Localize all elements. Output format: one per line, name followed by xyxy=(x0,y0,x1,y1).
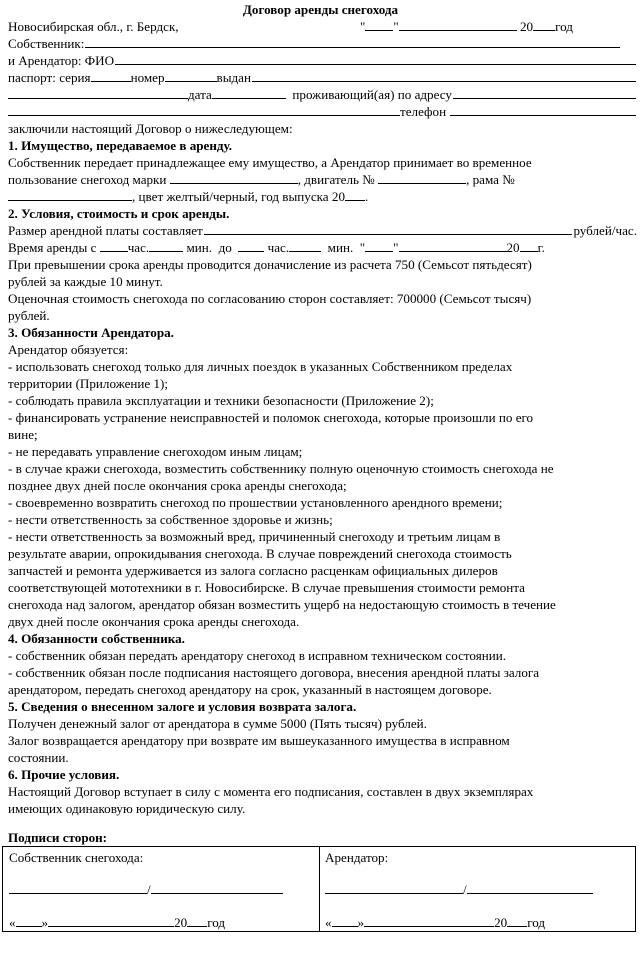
tenant-signature-cell xyxy=(319,847,635,931)
tenant-line xyxy=(8,52,637,69)
owner-label: Собственник: xyxy=(8,36,85,51)
residing-label: проживающий(ая) по адресу xyxy=(292,87,452,102)
section6-heading: 6. Прочие условия. xyxy=(8,767,120,782)
date-label: дата xyxy=(188,87,212,102)
passport-issued-blank xyxy=(252,70,636,82)
owner-blank xyxy=(85,36,620,48)
passport-number-label: номер xyxy=(130,70,165,85)
owner-day-blank xyxy=(16,915,42,927)
section1-heading: 1. Имущество, передаваемое в аренду. xyxy=(8,138,233,153)
owner-month-blank xyxy=(48,915,174,927)
document-title: Договор аренды снегохода xyxy=(242,2,399,17)
section5-heading: 5. Сведения о внесенном залоге и условия возврата залога. xyxy=(8,699,357,714)
section3-line: - в случае кражи снегохода, возместить собственнику полную оценочную стоимость снегохода не xyxy=(8,461,554,476)
date-year-blank xyxy=(533,19,555,31)
tenant-signature-line: / xyxy=(325,881,629,898)
address-blank xyxy=(453,87,636,99)
from-minute-blank xyxy=(149,240,183,252)
passport-series-label: паспорт: серия xyxy=(8,70,91,85)
snowmobile-brand-blank xyxy=(170,172,298,184)
section3-line: - нести ответственность за собственное здоровье и жизнь; xyxy=(8,512,333,527)
owner-signature-blank xyxy=(9,882,147,894)
section6-line: имеющих одинаковую юридическую силу. xyxy=(8,801,246,816)
section4-heading: 4. Обязанности собственника. xyxy=(8,631,185,646)
section4-line: арендатором, передать снегоход арендатору на срок, указанный в настоящем договоре. xyxy=(8,682,492,697)
rent-time-line: Время аренды с час. мин. до час. мин. " " 20 г. xyxy=(8,240,545,255)
concluded-text: заключили настоящий Договор о нижеследующем: xyxy=(8,121,293,136)
passport-series-blank xyxy=(91,70,131,82)
signatures-table xyxy=(2,846,636,932)
section5-line: состоянии. xyxy=(8,750,69,765)
phone-label: телефон xyxy=(400,104,447,119)
phone-line xyxy=(8,103,637,120)
place-text: Новосибирская обл., г. Бердск, xyxy=(8,19,179,34)
owner-date-line: « » 20 год xyxy=(9,915,226,930)
date-field: " " 20 год xyxy=(360,19,573,34)
section3-line: - соблюдать правила эксплуатации и техники безопасности (Приложение 2); xyxy=(8,393,434,408)
owner-line xyxy=(8,35,621,52)
section5-line: Залог возвращается арендатору при возврате им вышеуказанного имущества в исправном xyxy=(8,733,510,748)
passport-line xyxy=(8,69,637,86)
tenant-label: и Арендатор: ФИО xyxy=(8,53,115,68)
passport-issued-label: выдан xyxy=(216,70,251,85)
tenant-month-blank xyxy=(364,915,494,927)
date-month-blank xyxy=(399,19,517,31)
passport-date-address-line xyxy=(8,86,637,103)
section3-line: - финансировать устранение неисправностей и поломок снегохода, которые произошли по его xyxy=(8,410,534,425)
owner-signature-cell xyxy=(3,847,320,931)
section3-line: - своевременно возвратить снегоход по прошествии установленного арендного времени; xyxy=(8,495,503,510)
tenant-day-blank xyxy=(332,915,358,927)
tenant-year-blank xyxy=(507,915,527,927)
section6-line: Настоящий Договор вступает в силу с момента его подписания, составлен в двух экземплярах xyxy=(8,784,534,799)
section4-line: - собственник обязан после подписания настоящего договора, внесения арендной платы залога xyxy=(8,665,540,680)
year-blank xyxy=(345,189,365,201)
signatures-heading: Подписи сторон: xyxy=(8,830,108,845)
owner-name-blank xyxy=(151,882,283,894)
section3-line: вине; xyxy=(8,427,38,442)
owner-signature-line: / xyxy=(9,881,313,898)
section3-intro: Арендатор обязуется: xyxy=(8,342,129,357)
frame-number-blank xyxy=(8,189,132,201)
section3-line: - использовать снегоход только для личных поездок в указанных Собственником пределах xyxy=(8,359,513,374)
value-line1: Оценочная стоимость снегохода по согласованию сторон составляет: 700000 (Семьсот тысяч) xyxy=(8,291,532,306)
section3-line: - не передавать управление снегоходом иным лицам; xyxy=(8,444,303,459)
section3-heading: 3. Обязанности Арендатора. xyxy=(8,325,174,340)
section3-line: запчастей и ремонта удерживается из залога согласно расценкам официальных дилеров xyxy=(8,563,498,578)
section3-line: результате аварии, опрокидывания снегохода. В случае повреждений снегохода стоимость xyxy=(8,546,512,561)
section3-line: позднее двух дней после окончания срока аренды снегохода; xyxy=(8,478,347,493)
rent-rate-blank xyxy=(204,223,573,235)
date-day-blank xyxy=(365,19,393,31)
address-cont-blank xyxy=(8,104,400,116)
section1-line1: Собственник передает принадлежащее ему имущество, а Арендатор принимает во временное xyxy=(8,155,532,170)
passport-number-blank xyxy=(165,70,217,82)
to-minute-blank xyxy=(289,240,321,252)
passport-date-blank xyxy=(212,87,286,99)
from-hour-blank xyxy=(100,240,128,252)
tenant-name-blank xyxy=(467,882,593,894)
rent-rate-line: Размер арендной платы составляет рублей/час. xyxy=(8,223,637,238)
section3-line: соответствующей мототехники в г. Новосибирске. В случае превышения стоимости ремонта xyxy=(8,580,525,595)
rent-day-blank xyxy=(365,240,393,252)
value-line2: рублей. xyxy=(8,308,50,323)
tenant-signature-label: Арендатор: xyxy=(325,850,389,865)
tenant-date-line: « » 20 год xyxy=(325,915,546,930)
section3-line: снегохода над залогом, арендатор обязан возместить ущерб на недостающую стоимость в течение xyxy=(8,597,556,612)
overtime-line2: рублей за каждые 10 минут. xyxy=(8,274,163,289)
passport-issuer-blank xyxy=(8,87,188,99)
tenant-signature-blank xyxy=(325,882,463,894)
section5-line: Получен денежный залог от арендатора в сумме 5000 (Пять тысяч) рублей. xyxy=(8,716,427,731)
owner-year-blank xyxy=(187,915,207,927)
engine-number-blank xyxy=(378,172,466,184)
phone-blank xyxy=(450,104,636,116)
overtime-line1: При превышении срока аренды проводится доначисление из расчета 750 (Семьсот пятьдесят) xyxy=(8,257,532,272)
section3-line: двух дней после окончания срока аренды снегохода. xyxy=(8,614,300,629)
owner-signature-label: Собственник снегохода: xyxy=(9,850,144,865)
place-date-line xyxy=(8,18,637,35)
rent-month-blank xyxy=(399,240,507,252)
to-hour-blank xyxy=(238,240,264,252)
section3-line: территории (Приложение 1); xyxy=(8,376,169,391)
section3-line: - нести ответственность за возможный вред, причиненный снегоходу и третьим лицам в xyxy=(8,529,501,544)
section2-heading: 2. Условия, стоимость и срок аренды. xyxy=(8,206,230,221)
tenant-name-blank xyxy=(115,53,636,65)
rent-year-blank xyxy=(520,240,538,252)
section1-line2: пользование снегоход марки , двигатель № , рама № xyxy=(8,172,515,187)
section4-line: - собственник обязан передать арендатору снегоход в исправном техническом состоянии. xyxy=(8,648,507,663)
section1-line3: , цвет желтый/черный, год выпуска 20 . xyxy=(8,188,637,205)
